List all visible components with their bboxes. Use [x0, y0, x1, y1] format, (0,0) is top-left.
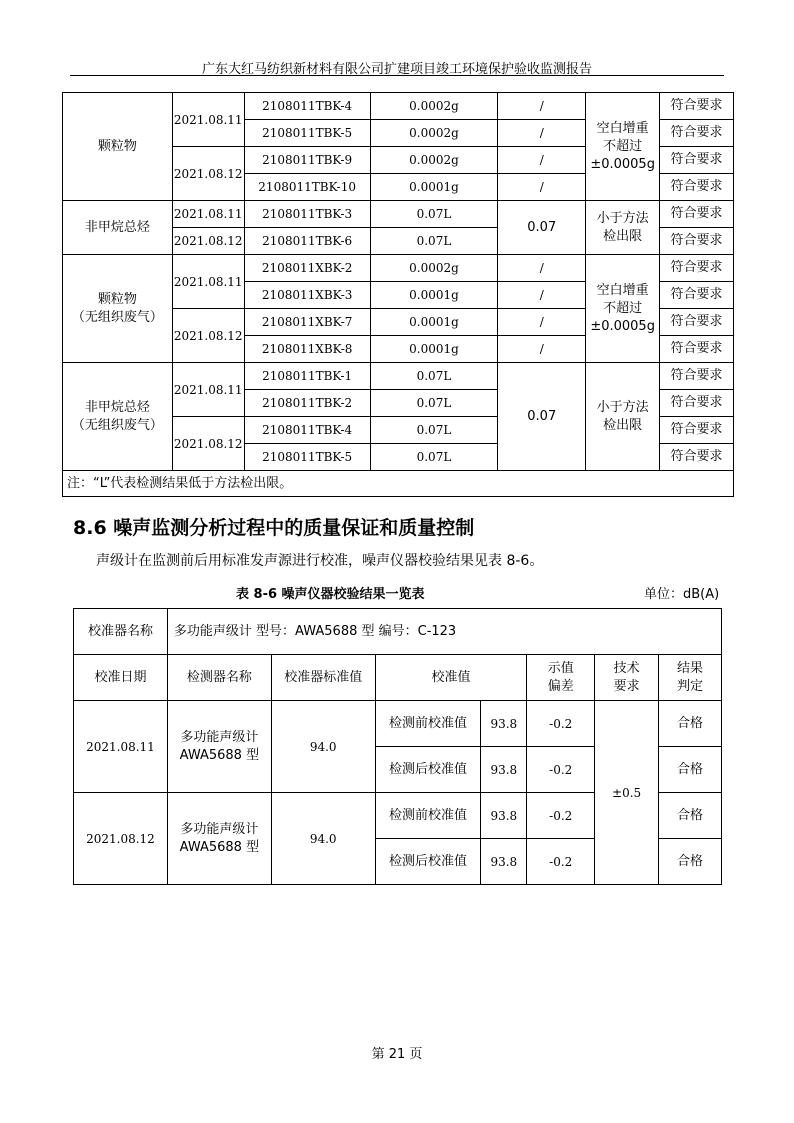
header-deviation: [527, 655, 595, 701]
device-cell: [167, 793, 271, 885]
mid-cell: /: [498, 120, 586, 147]
verdict-cell: 符合要求: [660, 444, 734, 471]
calibrator-label: 校准器名称: [74, 609, 168, 655]
requirement-cell: [586, 255, 660, 363]
code-cell: 2108011TBK-5: [244, 120, 370, 147]
deviation-cell: -0.2: [527, 701, 595, 747]
calib-label-cell: 检测后校准值: [375, 839, 481, 885]
calib-value-cell: 93.8: [481, 701, 527, 747]
table-unit: 单位：dB(A): [644, 587, 720, 602]
table-row: [63, 93, 734, 120]
item-line: 非甲烷总烃: [84, 399, 150, 415]
result-cell: 0.0002g: [370, 120, 498, 147]
header-device: 检测器名称: [167, 655, 271, 701]
code-cell: 2108011TBK-4: [244, 93, 370, 120]
deviation-cell: -0.2: [527, 793, 595, 839]
requirement-line: ±0.0005g: [590, 318, 655, 334]
mid-cell: 0.07: [498, 363, 586, 471]
header-requirement: [595, 655, 659, 701]
standard-cell: 94.0: [271, 701, 375, 793]
result-cell: 0.0002g: [370, 93, 498, 120]
header-divider: [70, 75, 724, 76]
calib-value-cell: 93.8: [481, 747, 527, 793]
result-cell: 0.0002g: [370, 147, 498, 174]
table-row: [63, 363, 734, 390]
table-row: [74, 701, 722, 747]
code-cell: 2108011XBK-3: [244, 282, 370, 309]
result-cell: 合格: [659, 701, 722, 747]
header-date: 校准日期: [74, 655, 168, 701]
calib-value-cell: 93.8: [481, 793, 527, 839]
requirement-line: 检出限: [603, 417, 643, 433]
blank-sample-table: [62, 92, 734, 497]
code-cell: 2108011XBK-2: [244, 255, 370, 282]
code-cell: 2108011TBK-10: [244, 174, 370, 201]
tech-requirement-cell: ±0.5: [595, 701, 659, 885]
result-cell: 合格: [659, 839, 722, 885]
item-line: 颗粒物: [97, 291, 137, 307]
table-row: [63, 201, 734, 228]
verdict-cell: 符合要求: [660, 255, 734, 282]
mid-cell: /: [498, 174, 586, 201]
section-paragraph: 声级计在监测前后用标准发声源进行校准，噪声仪器校验结果见表 8-6。: [96, 553, 544, 569]
table-row: [63, 255, 734, 282]
device-line: AWA5688 型: [179, 839, 260, 855]
result-cell: 0.0002g: [370, 255, 498, 282]
code-cell: 2108011XBK-7: [244, 309, 370, 336]
item-cell: [63, 363, 173, 471]
result-cell: 0.07L: [370, 363, 498, 390]
result-cell: 0.0001g: [370, 282, 498, 309]
verdict-cell: 符合要求: [660, 390, 734, 417]
mid-cell: /: [498, 282, 586, 309]
mid-cell: /: [498, 336, 586, 363]
date-cell: 2021.08.12: [172, 417, 244, 471]
verdict-cell: 符合要求: [660, 309, 734, 336]
date-cell: 2021.08.11: [172, 93, 244, 147]
standard-cell: 94.0: [271, 793, 375, 885]
result-cell: 0.07L: [370, 390, 498, 417]
device-cell: [167, 701, 271, 793]
header-result: [659, 655, 722, 701]
table-note-row: [63, 471, 734, 497]
code-cell: 2108011TBK-9: [244, 147, 370, 174]
calib-label-cell: 检测前校准值: [375, 793, 481, 839]
header-line: 要求: [613, 678, 640, 694]
mid-cell: /: [498, 309, 586, 336]
requirement-line: 空白增重: [596, 282, 649, 298]
result-cell: 合格: [659, 747, 722, 793]
item-cell: 非甲烷总烃: [63, 201, 173, 255]
device-line: 多功能声级计: [180, 729, 259, 745]
header-line: 偏差: [547, 678, 574, 694]
requirement-line: 小于方法: [596, 399, 649, 415]
result-cell: 0.0001g: [370, 309, 498, 336]
date-cell: 2021.08.11: [172, 255, 244, 309]
verdict-cell: 符合要求: [660, 228, 734, 255]
deviation-cell: -0.2: [527, 839, 595, 885]
table-header-row: [74, 655, 722, 701]
code-cell: 2108011TBK-2: [244, 390, 370, 417]
noise-calibration-table: [73, 608, 722, 885]
requirement-line: ±0.0005g: [590, 156, 655, 172]
result-cell: 0.07L: [370, 201, 498, 228]
header-standard: 校准器标准值: [271, 655, 375, 701]
date-cell: 2021.08.12: [172, 147, 244, 201]
mid-cell: /: [498, 93, 586, 120]
mid-cell: /: [498, 147, 586, 174]
requirement-line: 不超过: [603, 138, 643, 154]
header-line: 判定: [677, 678, 704, 694]
date-cell: 2021.08.11: [74, 701, 168, 793]
result-cell: 0.0001g: [370, 336, 498, 363]
code-cell: 2108011TBK-5: [244, 444, 370, 471]
code-cell: 2108011TBK-4: [244, 417, 370, 444]
date-cell: 2021.08.11: [172, 201, 244, 228]
header-calibration: 校准值: [375, 655, 527, 701]
requirement-cell: [586, 93, 660, 201]
item-cell: 颗粒物: [63, 93, 173, 201]
result-cell: 合格: [659, 793, 722, 839]
table-row: [74, 609, 722, 655]
date-cell: 2021.08.12: [172, 228, 244, 255]
result-cell: 0.0001g: [370, 174, 498, 201]
date-cell: 2021.08.12: [172, 309, 244, 363]
table-caption: 表 8-6 噪声仪器校验结果一览表: [236, 587, 425, 602]
verdict-cell: 符合要求: [660, 120, 734, 147]
date-cell: 2021.08.11: [172, 363, 244, 417]
item-line: （无组织废气）: [71, 417, 163, 433]
code-cell: 2108011TBK-3: [244, 201, 370, 228]
verdict-cell: 符合要求: [660, 93, 734, 120]
requirement-cell: [586, 363, 660, 471]
item-line: （无组织废气）: [71, 309, 163, 325]
result-cell: 0.07L: [370, 444, 498, 471]
result-cell: 0.07L: [370, 417, 498, 444]
requirement-line: 不超过: [603, 300, 643, 316]
code-cell: 2108011TBK-6: [244, 228, 370, 255]
calib-value-cell: 93.8: [481, 839, 527, 885]
header-line: 示值: [547, 660, 574, 676]
verdict-cell: 符合要求: [660, 201, 734, 228]
code-cell: 2108011TBK-1: [244, 363, 370, 390]
calib-label-cell: 检测前校准值: [375, 701, 481, 747]
item-cell: [63, 255, 173, 363]
calibrator-value: 多功能声级计 型号：AWA5688 型 编号：C-123: [167, 609, 721, 655]
calib-label-cell: 检测后校准值: [375, 747, 481, 793]
table-note: 注：“L”代表检测结果低于方法检出限。: [63, 471, 734, 497]
verdict-cell: 符合要求: [660, 174, 734, 201]
date-cell: 2021.08.12: [74, 793, 168, 885]
device-line: AWA5688 型: [179, 747, 260, 763]
header-line: 结果: [677, 660, 704, 676]
code-cell: 2108011XBK-8: [244, 336, 370, 363]
header-line: 技术: [613, 660, 640, 676]
verdict-cell: 符合要求: [660, 282, 734, 309]
mid-cell: /: [498, 255, 586, 282]
deviation-cell: -0.2: [527, 747, 595, 793]
mid-cell: 0.07: [498, 201, 586, 255]
report-header: 广东大红马纺织新材料有限公司扩建项目竣工环境保护验收监测报告: [201, 62, 592, 77]
requirement-line: 空白增重: [596, 120, 649, 136]
requirement-line: 小于方法: [596, 210, 649, 226]
requirement-cell: [586, 201, 660, 255]
verdict-cell: 符合要求: [660, 417, 734, 444]
page-number: 第 21 页: [371, 1047, 423, 1062]
device-line: 多功能声级计: [180, 821, 259, 837]
result-cell: 0.07L: [370, 228, 498, 255]
verdict-cell: 符合要求: [660, 147, 734, 174]
section-title: 8.6 噪声监测分析过程中的质量保证和质量控制: [73, 517, 475, 539]
verdict-cell: 符合要求: [660, 336, 734, 363]
requirement-line: 检出限: [603, 228, 643, 244]
verdict-cell: 符合要求: [660, 363, 734, 390]
